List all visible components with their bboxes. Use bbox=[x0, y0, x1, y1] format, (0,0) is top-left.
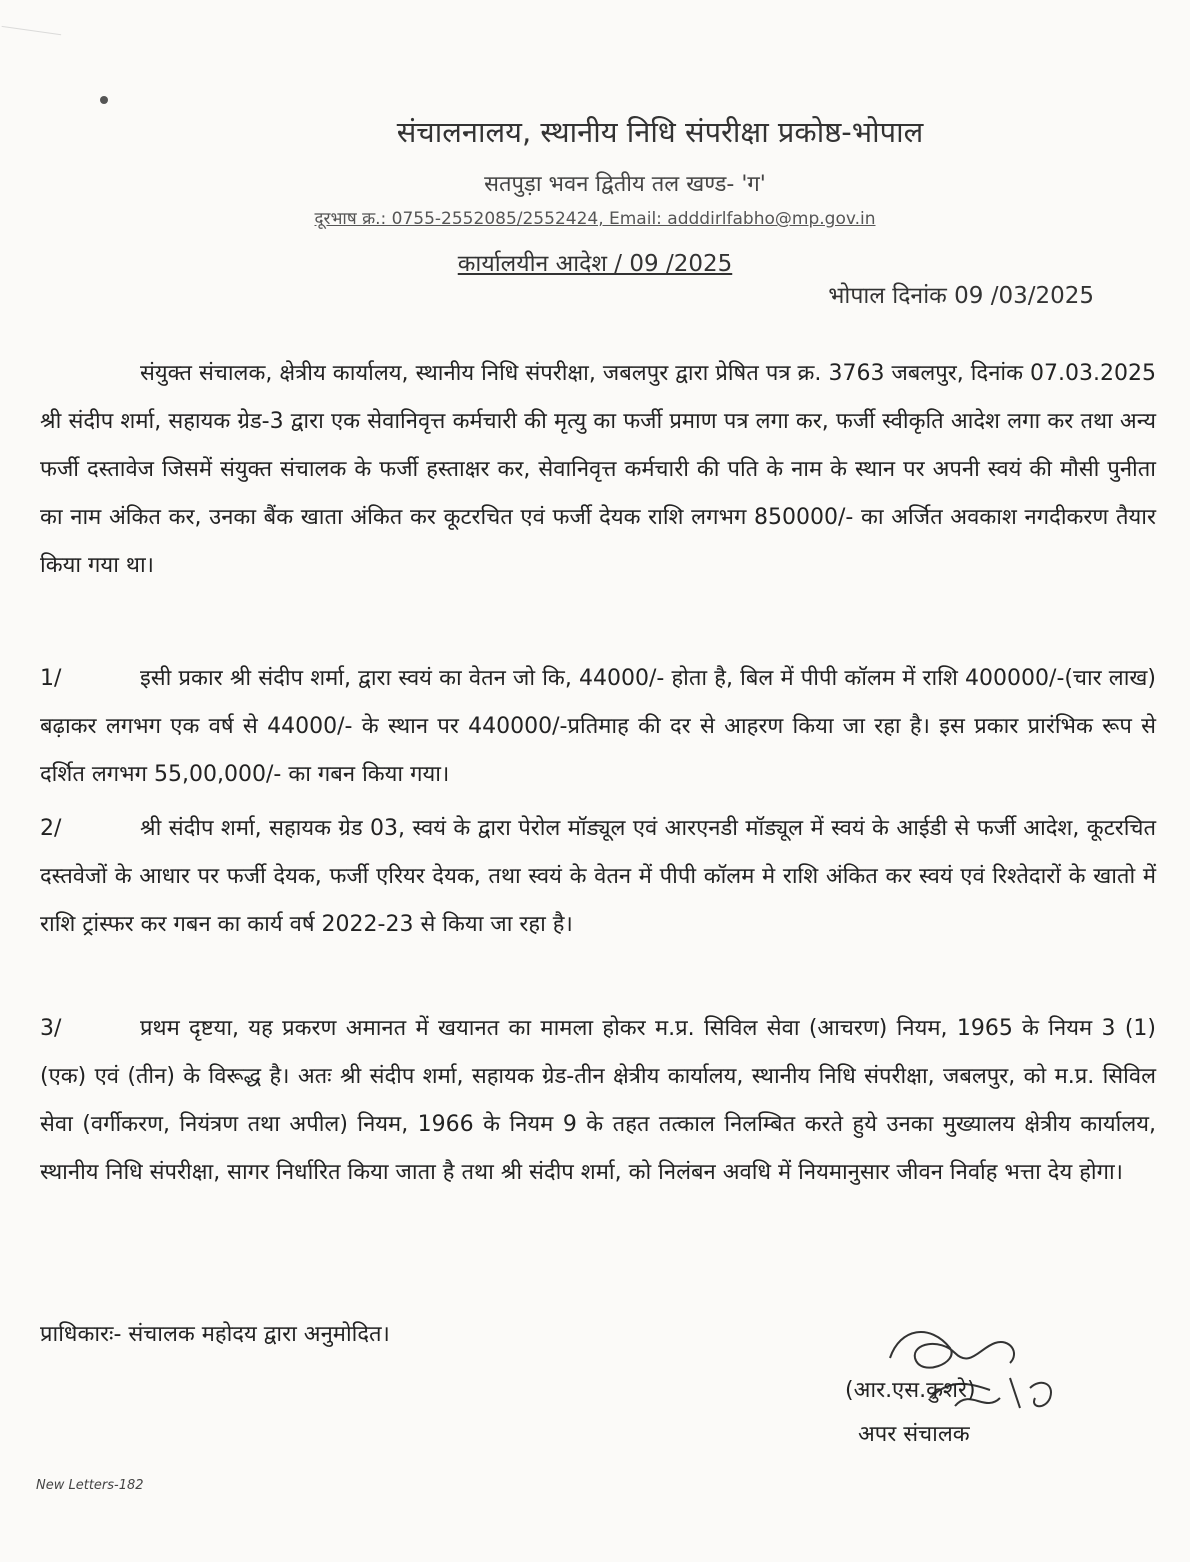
authority-line: प्राधिकारः- संचालक महोदय द्वारा अनुमोदित। bbox=[40, 1322, 390, 1347]
paragraph-3-number: 3/ bbox=[40, 1016, 62, 1041]
footer-code: New Letters-182 bbox=[36, 1478, 144, 1493]
signatory-name: (आर.एस.कुशरे) bbox=[845, 1378, 976, 1403]
paragraph-2-number: 2/ bbox=[40, 816, 62, 841]
paragraph-2 bbox=[40, 805, 1156, 949]
handwritten-signature bbox=[860, 1318, 1080, 1428]
paragraph-3 bbox=[40, 1005, 1156, 1197]
signatory-title: अपर संचालक bbox=[858, 1422, 970, 1447]
office-title: संचालनालय, स्थानीय निधि संपरीक्षा प्रकोष्ठ-भोपाल bbox=[396, 115, 924, 149]
scan-mark bbox=[0, 26, 61, 55]
order-number: कार्यालयीन आदेश / 09 /2025 bbox=[457, 251, 733, 277]
paragraph-1-number: 1/ bbox=[40, 666, 62, 691]
paragraph-1-text: इसी प्रकार श्री संदीप शर्मा, द्वारा स्वयं का वेतन जो कि, 44000/- होता है, बिल में पीपी कॉलम में राशि 400000/-(चार लाख) बढ़ाकर लगभग एक वर्ष से 44000/- के स्थान पर 440000/-प्रतिमाह की दर से आहरण किया जा रहा है। इस प्रकार प्रारंभिक रूप से दर्शित लगभग 55,00,000/- का गबन किया गया। bbox=[40, 666, 1156, 787]
paragraph-2-text: श्री संदीप शर्मा, सहायक ग्रेड 03, स्वयं के द्वारा पेरोल मॉड्यूल एवं आरएनडी मॉड्यूल में स्वयं के आईडी से फर्जी आदेश, कूटरचित दस्तवेजों के आधार पर फर्जी देयक, फर्जी एरियर देयक, तथा स्वयं के वेतन में पीपी कॉलम मे राशि अंकित कर स्वयं एवं रिश्तेदारों के खातो में राशि ट्रांस्फर कर गबन का कार्य वर्ष 2022-23 से किया जा रहा है। bbox=[40, 816, 1156, 937]
paragraph-3-text: प्रथम दृष्टया, यह प्रकरण अमानत में खयानत का मामला होकर म.प्र. सिविल सेवा (आचरण) नियम, 1965 के नियम 3 (1)(एक) एवं (तीन) के विरूद्ध है। अतः श्री संदीप शर्मा, सहायक ग्रेड-तीन क्षेत्रीय कार्यालय, स्थानीय निधि संपरीक्षा, जबलपुर, को म.प्र. सिविल सेवा (वर्गीकरण, नियंत्रण तथा अपील) नियम, 1966 के नियम 9 के तहत तत्काल निलम्बित करते हुये उनका मुख्यालय क्षेत्रीय कार्यालय, स्थानीय निधि संपरीक्षा, सागर निर्धारित किया जाता है तथा श्री संदीप शर्मा, को निलंबन अवधि में नियमानुसार जीवन निर्वाह भत्ता देय होगा। bbox=[40, 1016, 1156, 1185]
office-address: सतपुड़ा भवन द्वितीय तल खण्ड- 'ग' bbox=[484, 172, 766, 197]
order-date: भोपाल दिनांक 09 /03/2025 bbox=[828, 283, 1094, 309]
office-contact: दूरभाष क्र.: 0755-2552085/2552424, Email: adddirlfabho@mp.gov.in bbox=[314, 209, 876, 229]
ink-dot bbox=[100, 96, 108, 104]
intro-paragraph: संयुक्त संचालक, क्षेत्रीय कार्यालय, स्थानीय निधि संपरीक्षा, जबलपुर द्वारा प्रेषित पत्र क्र. 3763 जबलपुर, दिनांक 07.03.2025 श्री संदीप शर्मा, सहायक ग्रेड-3 द्वारा एक सेवानिवृत्त कर्मचारी की मृत्यु का फर्जी प्रमाण पत्र लगा कर, फर्जी स्वीकृति आदेश लगा कर तथा अन्य फर्जी दस्तावेज जिसमें संयुक्त संचालक के फर्जी हस्ताक्षर कर, सेवानिवृत्त कर्मचारी की पति के नाम के स्थान पर अपनी स्वयं की मौसी पुनीता का नाम अंकित कर, उनका बैंक खाता अंकित कर कूटरचित एवं फर्जी देयक राशि लगभग 850000/- का अर्जित अवकाश नगदीकरण तैयार किया गया था। bbox=[40, 361, 1156, 578]
paragraph-1 bbox=[40, 655, 1156, 799]
